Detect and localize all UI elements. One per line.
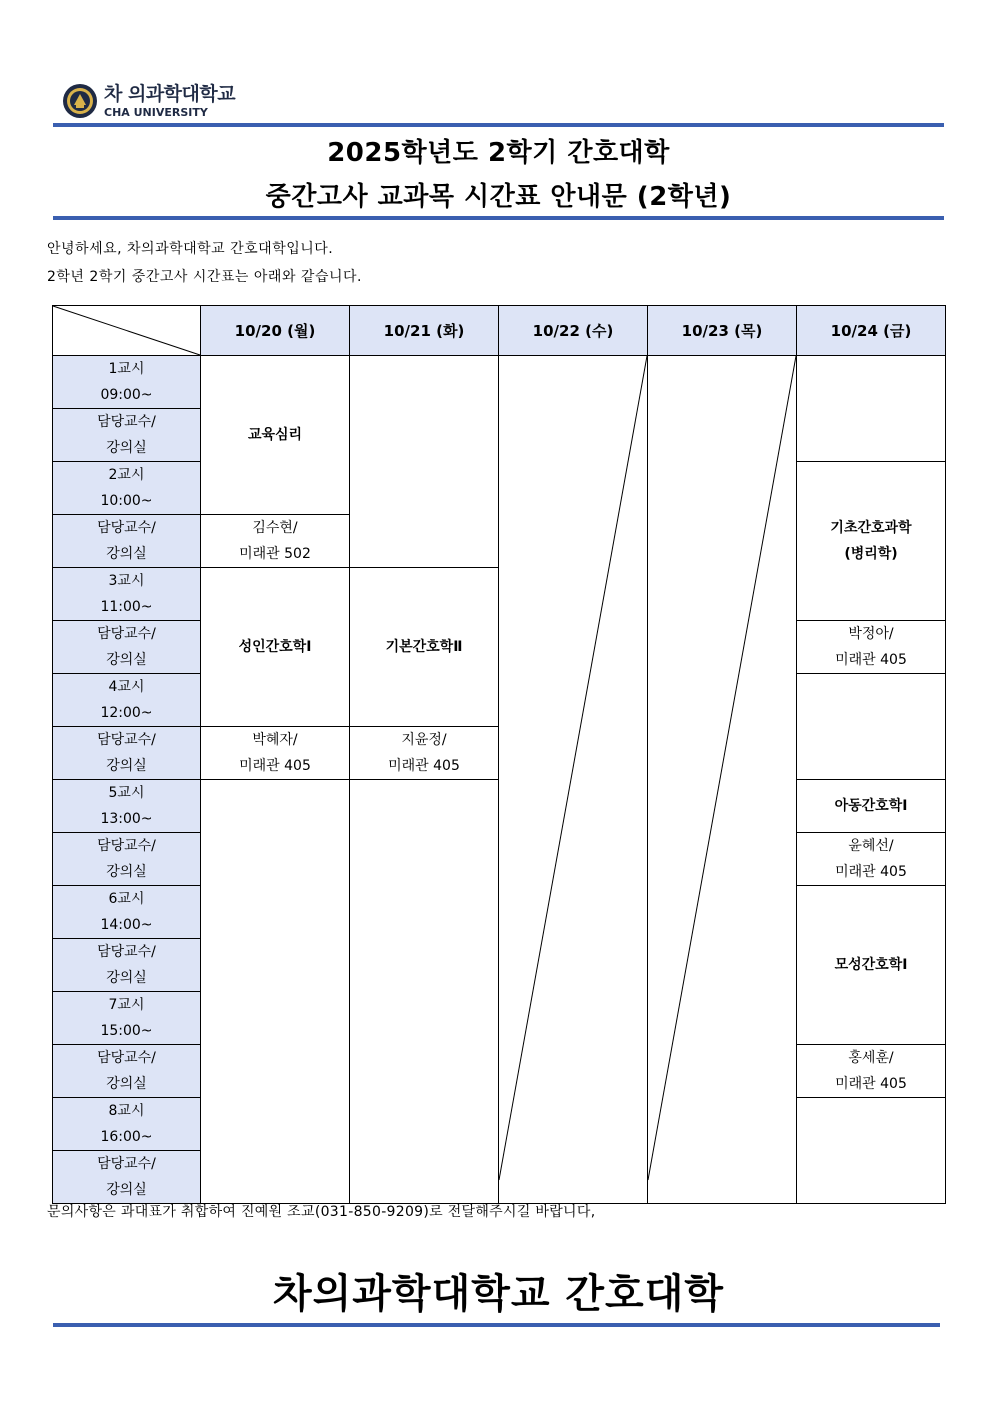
tue-empty-pm — [350, 780, 499, 1204]
mon-empty-pm — [201, 780, 350, 1204]
room-label: 강의실 — [106, 864, 147, 880]
fri-subject-1-name: 기초간호과학 — [830, 520, 912, 536]
mon-prof-1-name: 김수현/ — [252, 520, 298, 536]
prof-room-label-5 — [53, 833, 201, 886]
prof-room-label-6 — [53, 939, 201, 992]
period-time: 11:00~ — [100, 599, 153, 615]
university-logo — [62, 82, 235, 120]
fri-subject-3: 모성간호학Ⅰ — [797, 886, 946, 1045]
mon-prof-2 — [201, 727, 350, 780]
page-title-line2: 중간고사 교과목 시간표 안내문 (2학년) — [265, 182, 732, 212]
fri-prof-3-name: 홍세훈/ — [848, 1050, 894, 1066]
period-7-label — [53, 992, 201, 1045]
prof-room-label-4 — [53, 727, 201, 780]
title-divider — [53, 216, 944, 220]
fri-prof-2-name: 윤혜선/ — [848, 838, 894, 854]
intro-line1: 안녕하세요, 차의과학대학교 간호대학입니다. — [47, 241, 334, 257]
period-1-label — [53, 356, 201, 409]
fri-empty-1 — [797, 356, 946, 462]
prof-label: 담당교수/ — [97, 732, 156, 748]
fri-prof-3-room: 미래관 405 — [835, 1076, 907, 1092]
period-time: 13:00~ — [100, 811, 153, 827]
university-seal-icon — [62, 83, 98, 119]
mon-subject-1: 교육심리 — [201, 356, 350, 515]
top-divider — [53, 123, 944, 127]
period-time: 16:00~ — [100, 1129, 153, 1145]
contact-note: 문의사항은 과대표가 취합하여 진예원 조교(031-850-9209)로 전달해주시길 바랍니다, — [47, 1204, 596, 1220]
day-header-wed: 10/22 (수) — [499, 306, 648, 356]
footer-divider — [53, 1323, 940, 1327]
period-name: 5교시 — [108, 785, 145, 801]
day-header-mon: 10/20 (월) — [201, 306, 350, 356]
period-name: 8교시 — [108, 1103, 145, 1119]
fri-prof-2 — [797, 833, 946, 886]
mon-prof-1-room: 미래관 502 — [239, 546, 311, 562]
tue-subject-1: 기본간호학Ⅱ — [350, 568, 499, 727]
period-8-label — [53, 1098, 201, 1151]
prof-label: 담당교수/ — [97, 414, 156, 430]
period-time: 09:00~ — [100, 387, 153, 403]
prof-room-label-3 — [53, 621, 201, 674]
tue-prof-1 — [350, 727, 499, 780]
prof-label: 담당교수/ — [97, 1050, 156, 1066]
footer-college-name: 차의과학대학교 간호대학 — [273, 1271, 724, 1317]
fri-empty-2 — [797, 674, 946, 780]
period-4-label — [53, 674, 201, 727]
period-name: 7교시 — [108, 997, 145, 1013]
room-label: 강의실 — [106, 546, 147, 562]
mon-subject-2: 성인간호학Ⅰ — [201, 568, 350, 727]
period-name: 1교시 — [108, 361, 145, 377]
period-time: 15:00~ — [100, 1023, 153, 1039]
page-title-line1: 2025학년도 2학기 간호대학 — [327, 138, 670, 168]
room-label: 강의실 — [106, 970, 147, 986]
mon-prof-1 — [201, 515, 350, 568]
room-label: 강의실 — [106, 652, 147, 668]
period-name: 3교시 — [108, 573, 145, 589]
period-5-label — [53, 780, 201, 833]
day-header-tue: 10/21 (화) — [350, 306, 499, 356]
prof-room-label-2 — [53, 515, 201, 568]
fri-subject-1 — [797, 462, 946, 621]
period-name: 2교시 — [108, 467, 145, 483]
prof-label: 담당교수/ — [97, 520, 156, 536]
logo-korean-name: 차 의과학대학교 — [104, 82, 236, 105]
room-label: 강의실 — [106, 758, 147, 774]
period-2-label — [53, 462, 201, 515]
mon-prof-2-room: 미래관 405 — [239, 758, 311, 774]
day-header-thu: 10/23 (목) — [648, 306, 797, 356]
day-header-fri: 10/24 (금) — [797, 306, 946, 356]
exam-timetable — [52, 305, 946, 1204]
intro-line2: 2학년 2학기 중간고사 시간표는 아래와 같습니다. — [47, 269, 362, 285]
period-name: 4교시 — [108, 679, 145, 695]
mon-prof-2-name: 박혜자/ — [252, 732, 298, 748]
period-time: 14:00~ — [100, 917, 153, 933]
fri-subject-1-sub: (병리학) — [844, 546, 898, 562]
period-3-label — [53, 568, 201, 621]
tue-empty-1 — [350, 356, 499, 568]
wed-no-exam — [499, 356, 648, 1204]
fri-subject-2: 아동간호학Ⅰ — [797, 780, 946, 833]
period-time: 10:00~ — [100, 493, 153, 509]
room-label: 강의실 — [106, 1182, 147, 1198]
logo-english-name: CHA UNIVERSITY — [104, 105, 208, 119]
fri-prof-1-name: 박정아/ — [848, 626, 894, 642]
fri-prof-1 — [797, 621, 946, 674]
fri-prof-1-room: 미래관 405 — [835, 652, 907, 668]
room-label: 강의실 — [106, 1076, 147, 1092]
tue-prof-1-name: 지윤정/ — [401, 732, 447, 748]
prof-label: 담당교수/ — [97, 838, 156, 854]
prof-label: 담당교수/ — [97, 626, 156, 642]
fri-prof-2-room: 미래관 405 — [835, 864, 907, 880]
prof-label: 담당교수/ — [97, 1156, 156, 1172]
fri-prof-3 — [797, 1045, 946, 1098]
period-name: 6교시 — [108, 891, 145, 907]
prof-label: 담당교수/ — [97, 944, 156, 960]
corner-header-cell — [53, 306, 201, 356]
prof-room-label-8 — [53, 1151, 201, 1204]
thu-no-exam — [648, 356, 797, 1204]
tue-prof-1-room: 미래관 405 — [388, 758, 460, 774]
period-time: 12:00~ — [100, 705, 153, 721]
prof-room-label-7 — [53, 1045, 201, 1098]
prof-room-label-1 — [53, 409, 201, 462]
fri-empty-3 — [797, 1098, 946, 1204]
room-label: 강의실 — [106, 440, 147, 456]
period-6-label — [53, 886, 201, 939]
